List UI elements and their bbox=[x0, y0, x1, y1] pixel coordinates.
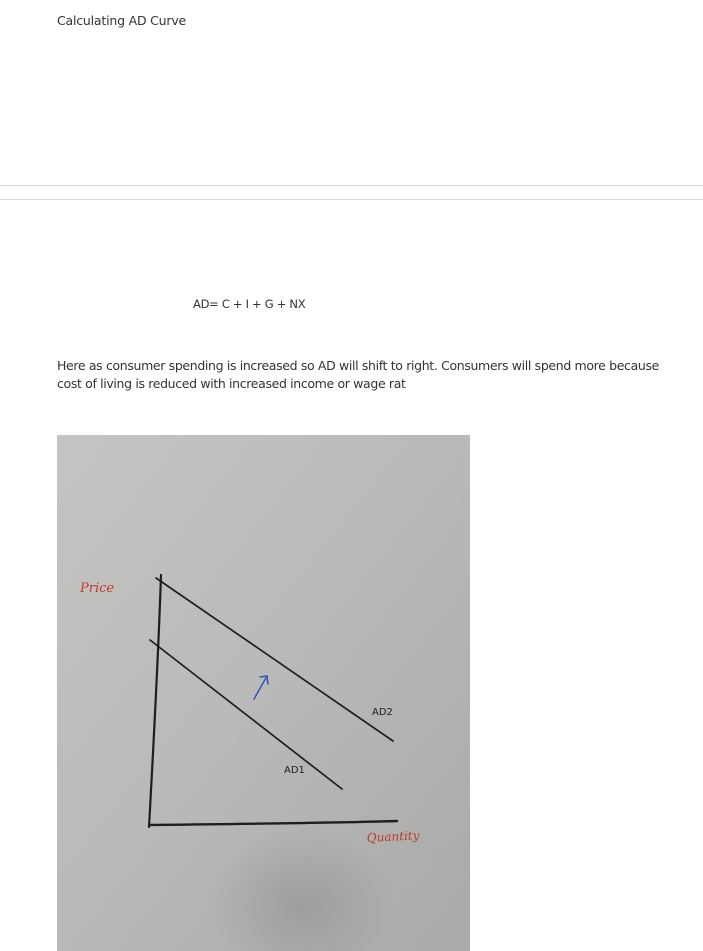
page-heading: Calculating AD Curve bbox=[57, 13, 187, 28]
ad-formula: AD= C + I + G + NX bbox=[193, 297, 306, 311]
ad-curve-sketch bbox=[57, 435, 470, 951]
divider-bottom bbox=[0, 199, 703, 200]
ad1-label: AD1 bbox=[284, 765, 305, 776]
ad2-label: AD2 bbox=[372, 707, 393, 718]
price-label: Price bbox=[80, 581, 115, 596]
quantity-label: Quantity bbox=[366, 828, 420, 845]
divider-top bbox=[0, 185, 703, 186]
ad-curve-photo bbox=[57, 435, 470, 951]
explanation-text: Here as consumer spending is increased so AD will shift to right. Consumers will spend more because cost of living is reduced with increased income or wage rat bbox=[57, 358, 659, 391]
